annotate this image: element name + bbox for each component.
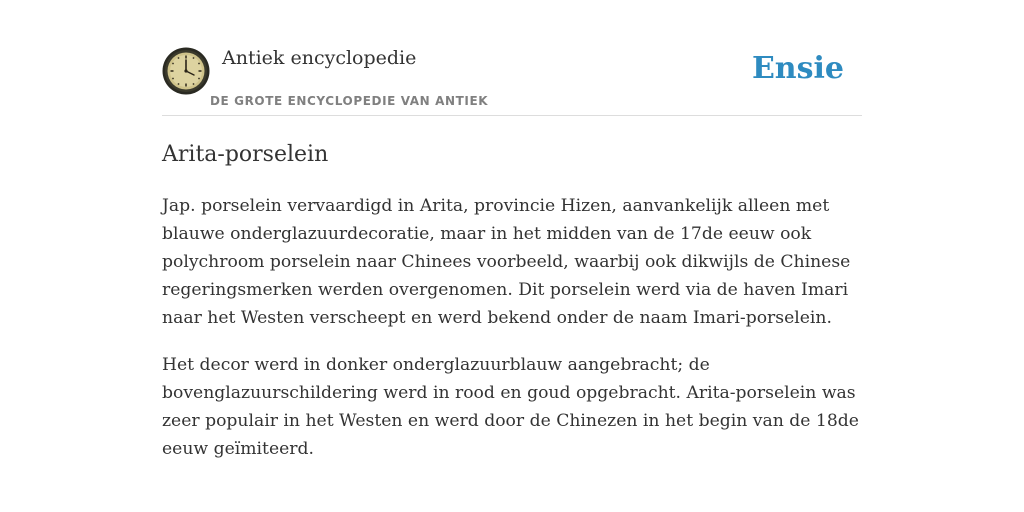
site-title[interactable]: Antiek encyclopedie bbox=[222, 47, 417, 69]
site-header bbox=[162, 0, 862, 116]
paragraph-line: blauwe onderglazuurdecoratie, maar in het midden van de 17de eeuw ook bbox=[162, 224, 812, 244]
paragraph-line: polychroom porselein naar Chinees voorbeeld, waarbij ook dikwijls de Chinese bbox=[162, 252, 851, 272]
paragraph-line: bovenglazuurschildering werd in rood en goud opgebracht. Arita-porselein was bbox=[162, 383, 856, 403]
paragraph-line: Jap. porselein vervaardigd in Arita, provincie Hizen, aanvankelijk alleen met bbox=[162, 196, 830, 216]
paragraph-line: Het decor werd in donker onderglazuurblauw aangebracht; de bbox=[162, 355, 710, 375]
article-body bbox=[162, 192, 862, 482]
clock-icon[interactable] bbox=[162, 47, 210, 95]
paragraph-line: eeuw geïmiteerd. bbox=[162, 439, 314, 459]
paragraph-line: zeer populair in het Westen en werd door de Chinezen in het begin van de 18de bbox=[162, 411, 859, 431]
site-subtitle: DE GROTE ENCYCLOPEDIE VAN ANTIEK bbox=[210, 94, 489, 108]
page bbox=[162, 0, 862, 512]
paragraph-line: naar het Westen verscheept en werd bekend onder de naam Imari-porselein. bbox=[162, 308, 832, 328]
article-paragraph bbox=[162, 351, 862, 463]
article-title: Arita-porselein bbox=[162, 142, 329, 167]
article-paragraph bbox=[162, 192, 862, 332]
paragraph-line: regeringsmerken werden overgenomen. Dit porselein werd via de haven Imari bbox=[162, 280, 849, 300]
brand-logo-link[interactable]: Ensie bbox=[751, 51, 844, 86]
